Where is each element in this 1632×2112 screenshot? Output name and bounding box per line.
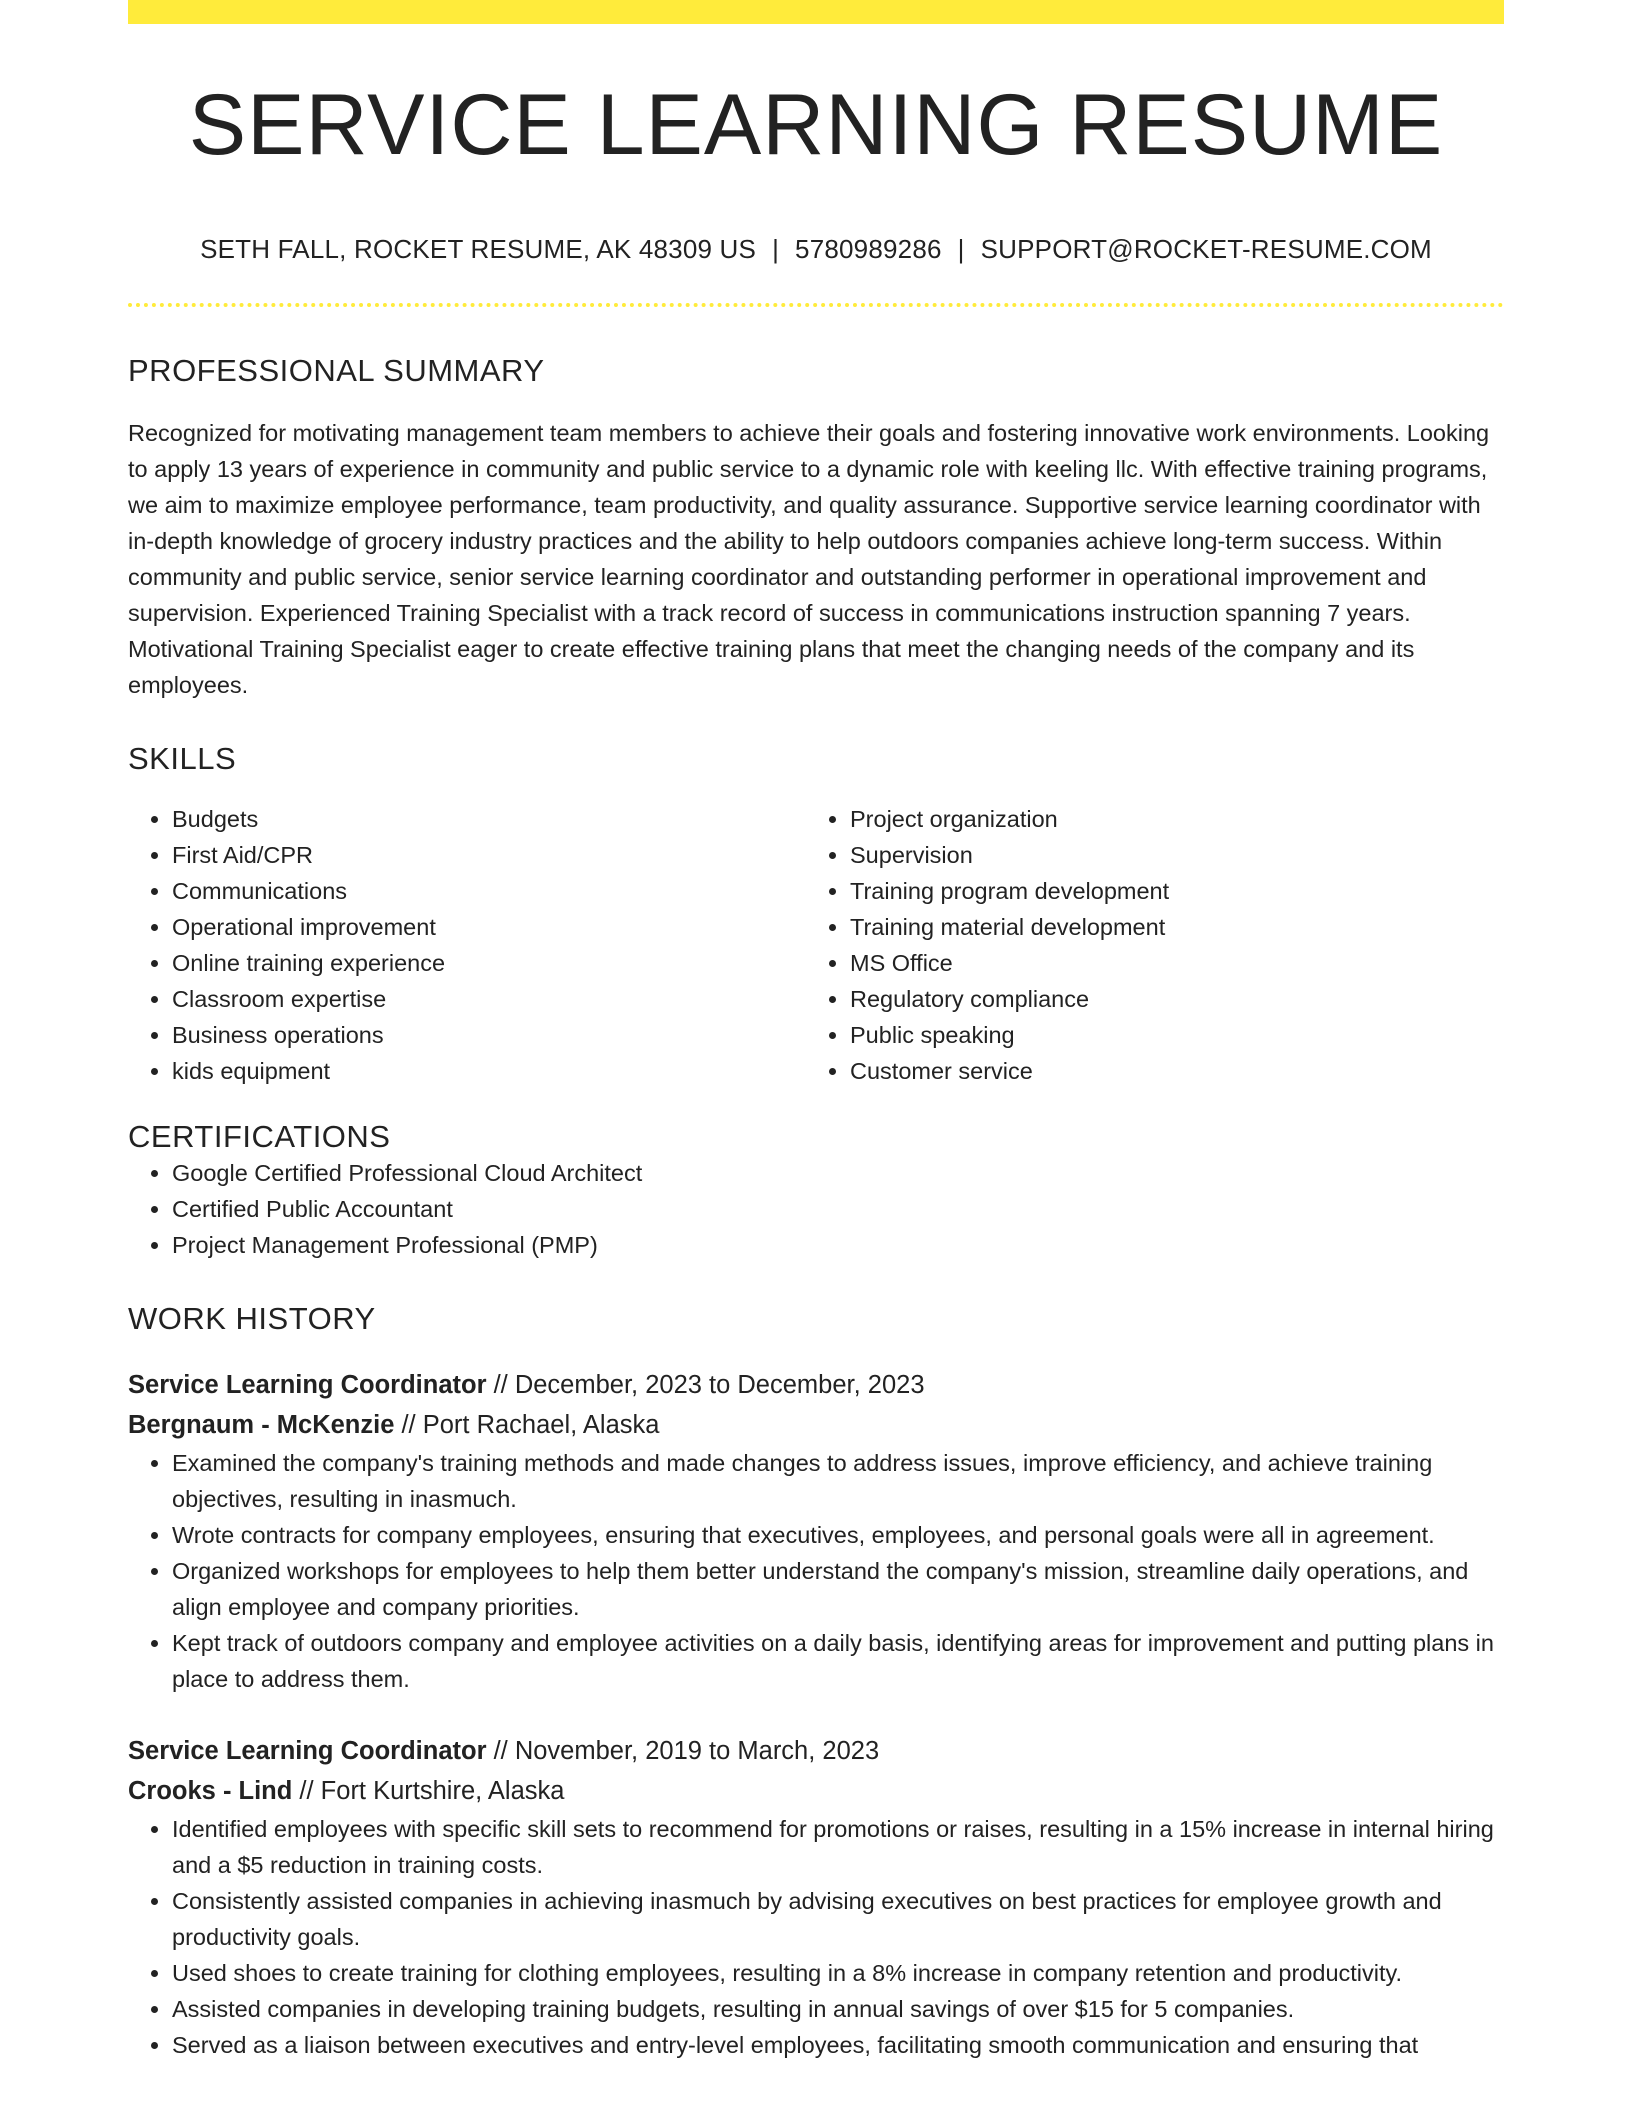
skill-item: • Supervision [850,837,1484,873]
skills-list-left [128,801,806,1089]
job-bullet: • Examined the company's training methods and made changes to address issues, improve efficiency, and achieve training objectives, resulting in inasmuch. [172,1445,1504,1517]
job-dates: // November, 2019 to March, 2023 [486,1737,880,1765]
skills-grid [128,801,1504,1089]
contact-address: SETH FALL, ROCKET RESUME, AK 48309 US [200,234,757,264]
skills-list-right [806,801,1484,1089]
job-bullet: • Used shoes to create training for clothing employees, resulting in a 8% increase in company retention and productivity. [172,1955,1504,1991]
skill-item: • Public speaking [850,1017,1484,1053]
skills-column-left [128,801,806,1089]
job-bullet: • Identified employees with specific skill sets to recommend for promotions or raises, resulting in a 15% increase in internal hiring and a $5 reduction in training costs. [172,1811,1504,1883]
job-entry [128,1731,1504,2063]
job-bullet: • Organized workshops for employees to help them better understand the company's mission, streamline daily operations, and align employee and company priorities. [172,1553,1504,1625]
skills-column-right [806,801,1484,1089]
resume-page [128,0,1504,2063]
accent-top-bar [128,0,1504,24]
job-location: // Port Rachael, Alaska [394,1411,660,1439]
job-location: // Fort Kurtshire, Alaska [292,1777,565,1805]
summary-text: Recognized for motivating management team members to achieve their goals and fostering innovative work environments. Looking to apply 13 years of experience in community and public service to a dynamic role with keeling llc. With effective training programs, we aim to maximize employee performance, team productivity, and quality assurance. Supportive service learning coordinator with in-depth knowledge of grocery industry practices and the ability to help outdoors companies achieve long-term success. Within community and public service, senior service learning coordinator and outstanding performer in operational improvement and supervision. Experienced Training Specialist with a track record of success in communications instruction spanning 7 years. Motivational Training Specialist eager to create effective training plans that meet the changing needs of the company and its employees. [128,420,1490,698]
skill-item: • Budgets [172,801,806,837]
certifications-list [128,1155,1504,1263]
contact-separator: | [772,234,780,264]
job-title: Service Learning Coordinator [128,1371,487,1399]
job-bullet-list [128,1445,1504,1697]
resume-title: SERVICE LEARNING RESUME [188,77,1444,173]
job-title-line [128,1731,1504,1771]
job-bullet: • Assisted companies in developing training budgets, resulting in annual savings of over $15 for 5 companies. [172,1991,1504,2027]
header-divider [128,303,1504,307]
skill-item: • Communications [172,873,806,909]
work-history-heading: WORK HISTORY [128,1301,376,1336]
job-company: Crooks - Lind [128,1777,293,1805]
job-dates: // December, 2023 to December, 2023 [486,1371,925,1399]
skill-item: • kids equipment [172,1053,806,1089]
job-bullet: • Served as a liaison between executives and entry-level employees, facilitating smooth communication and ensuring that [172,2027,1504,2063]
skill-item: • Training program development [850,873,1484,909]
job-bullet: • Wrote contracts for company employees, ensuring that executives, employees, and personal goals were all in agreement. [172,1517,1504,1553]
job-bullet-list [128,1811,1504,2063]
certification-item: • Project Management Professional (PMP) [172,1227,1504,1263]
job-company: Bergnaum - McKenzie [128,1411,395,1439]
job-bullet: • Kept track of outdoors company and employee activities on a daily basis, identifying areas for improvement and putting plans in place to address them. [172,1625,1504,1697]
certification-item: • Certified Public Accountant [172,1191,1504,1227]
job-company-line [128,1405,1504,1445]
contact-line [128,234,1504,265]
contact-phone: 5780989286 [795,234,942,264]
job-title-line [128,1365,1504,1405]
summary-heading: PROFESSIONAL SUMMARY [128,353,545,388]
skill-item: • Project organization [850,801,1484,837]
certifications-heading: CERTIFICATIONS [128,1119,391,1154]
skill-item: • Customer service [850,1053,1484,1089]
skills-heading: SKILLS [128,741,237,776]
certification-item: • Google Certified Professional Cloud Architect [172,1155,1504,1191]
skill-item: • Training material development [850,909,1484,945]
contact-email: SUPPORT@ROCKET-RESUME.COM [980,234,1432,264]
skill-item: • Online training experience [172,945,806,981]
job-company-line [128,1771,1504,1811]
skill-item: • First Aid/CPR [172,837,806,873]
job-title: Service Learning Coordinator [128,1737,487,1765]
contact-separator: | [957,234,965,264]
job-entry [128,1365,1504,1697]
skill-item: • Business operations [172,1017,806,1053]
skill-item: • MS Office [850,945,1484,981]
job-bullet: • Consistently assisted companies in achieving inasmuch by advising executives on best practices for employee growth and productivity goals. [172,1883,1504,1955]
skill-item: • Classroom expertise [172,981,806,1017]
skill-item: • Regulatory compliance [850,981,1484,1017]
skill-item: • Operational improvement [172,909,806,945]
